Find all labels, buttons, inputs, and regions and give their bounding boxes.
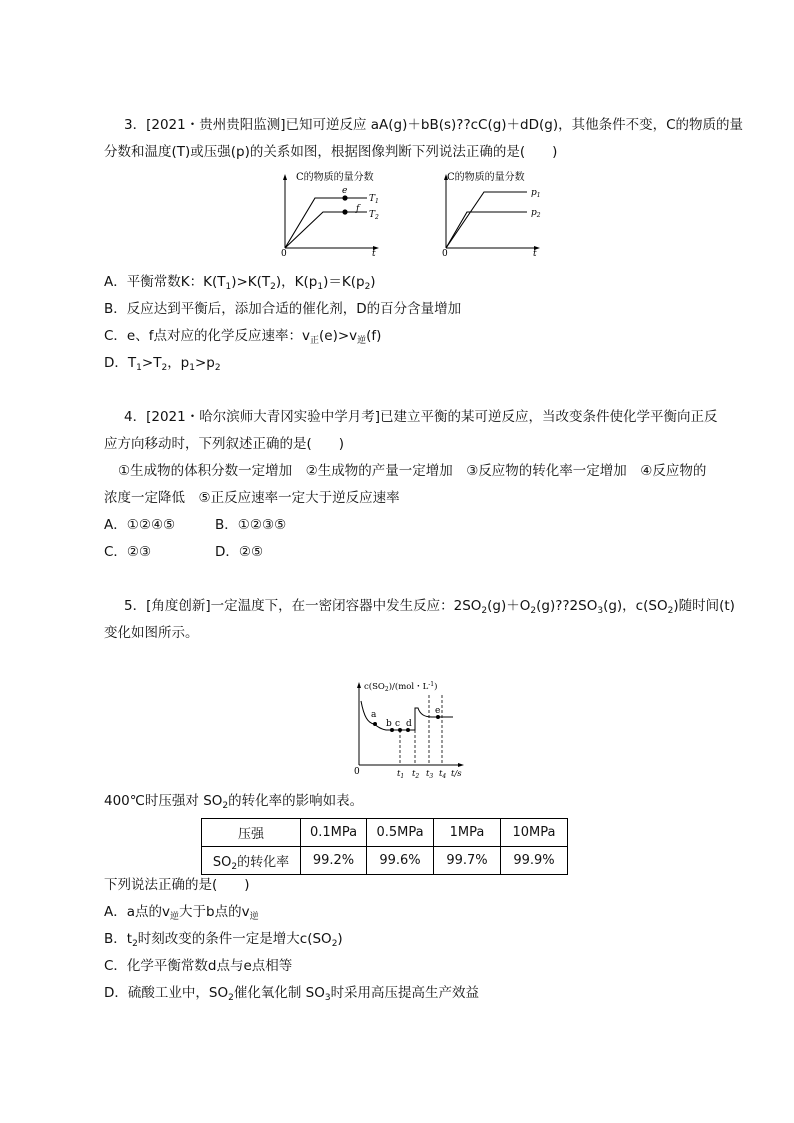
chart2-label-p1: $p_1$ — [531, 188, 541, 199]
q5-option-b: B．$t_2$时刻改变的条件一定是增大$c(SO_2)$ — [104, 931, 343, 949]
q3-option-b: B．反应达到平衡后，添加合适的催化剂，D的百分含量增加 — [104, 301, 462, 317]
q5-stem-line1: 5．[角度创新]一定温度下，在一密闭容器中发生反应：$2SO_2(g)+O_2(g)??2SO_3(g)$，$c(SO_2)$随时间(t) — [124, 598, 735, 616]
q4-option-c: C．②③ — [104, 544, 152, 560]
q5-chart-y-arrow — [357, 682, 361, 688]
q3-stem-line1: 3．[2021・贵州贵阳监测]已知可逆反应 aA(g)＋bB(s)??cC(g)＋dD(g)，其他条件不变，C的物质的量 — [124, 117, 744, 133]
chart2-origin: 0 — [442, 249, 448, 257]
table-cell: 99.6% — [367, 847, 434, 875]
q4-stem-line2: 应方向移动时，下列叙述正确的是( ) — [104, 436, 345, 452]
q5-option-a: A．a点的$v_逆$大于b点的$v_逆$ — [104, 904, 259, 922]
q3-chart-temperature — [278, 165, 390, 257]
q5-option-d: D．硫酸工业中，$SO_2$催化氧化制 $SO_3$时采用高压提高生产效益 — [104, 985, 480, 1003]
q4-stem-line1: 4．[2021・哈尔滨师大青冈实验中学月考]已建立平衡的某可逆反应，当改变条件使化学平衡向正反 — [124, 409, 718, 425]
chart2-label-p2: $p_2$ — [531, 208, 541, 219]
q4-option-d: D．②⑤ — [215, 544, 264, 560]
q3-option-c: C．e、f点对应的化学反应速率：$v_正(e)>v_逆(f)$ — [104, 328, 382, 346]
table-header-0-1mpa: 0.1MPa — [301, 819, 367, 847]
chart1-label-T2: $T_2$ — [369, 210, 379, 221]
table-cell: 99.2% — [301, 847, 367, 875]
chart1-curve-T2 — [285, 212, 367, 248]
chart1-point-e — [342, 195, 347, 200]
q5-chart-so2-concentration — [348, 675, 473, 780]
q5-chart-xaxis-label: t/s — [451, 769, 462, 779]
table-header-pressure: 压强 — [202, 819, 301, 847]
q3-stem-line2: 分数和温度(T)或压强(p)的关系如图，根据图像判断下列说法正确的是( ) — [104, 144, 558, 160]
table-header-1mpa: 1MPa — [434, 819, 501, 847]
q5-conversion-table — [201, 818, 568, 875]
q5-chart-origin: 0 — [354, 767, 360, 777]
q3-chart-pressure — [439, 165, 551, 257]
table-cell: 99.9% — [501, 847, 568, 875]
chart2-ylabel: C的物质的量分数 — [447, 172, 525, 183]
chart1-origin: 0 — [281, 249, 287, 257]
q5-chart-ylabel: $c(SO_2)/(mol$・$L^{-1}$) — [364, 681, 438, 693]
q3-option-a: A．平衡常数K：$K(T_1)>K(T_2)$，$K(p_1)=K(p_2)$ — [104, 274, 376, 292]
q5-label-c: c — [395, 719, 401, 729]
q5-tick-t3: $t_3$ — [426, 769, 434, 780]
q4-stem-line4: 浓度一定降低 ⑤正反应速率一定大于逆反应速率 — [104, 490, 400, 506]
q5-question: 下列说法正确的是( ) — [104, 877, 250, 893]
chart1-label-T1: $T_1$ — [369, 194, 379, 205]
q5-chart-x-arrow — [458, 763, 464, 767]
chart1-point-f — [342, 209, 347, 214]
table-cell: 99.7% — [434, 847, 501, 875]
table-header-row — [202, 819, 568, 847]
q5-label-d: d — [406, 719, 412, 729]
q5-tick-t4: $t_4$ — [439, 769, 447, 780]
q4-option-a: A．①②④⑤ — [104, 517, 176, 533]
q5-table-intro: 400℃时压强对 $SO_2$的转化率的影响如表。 — [104, 793, 364, 811]
chart1-label-f: f — [356, 204, 360, 214]
chart2-curve-p1 — [446, 192, 527, 248]
q5-tick-t1: $t_1$ — [397, 769, 405, 780]
q5-tick-t2: $t_2$ — [412, 769, 420, 780]
q5-point-a — [373, 722, 377, 726]
q5-label-b: b — [386, 719, 392, 729]
chart1-y-arrow — [283, 174, 287, 180]
q5-option-c: C．化学平衡常数d点与e点相等 — [104, 958, 293, 974]
table-header-10mpa: 10MPa — [501, 819, 568, 847]
table-row-label: $SO_2$的转化率 — [202, 847, 301, 875]
q5-label-a: a — [371, 710, 377, 720]
chart1-ylabel: C的物质的量分数 — [296, 172, 374, 183]
chart1-xaxis-label: t — [372, 249, 376, 257]
q5-stem-line2: 变化如图所示。 — [104, 625, 199, 641]
q4-option-b: B．①②③⑤ — [215, 517, 287, 533]
chart1-curve-T1 — [285, 198, 367, 248]
table-row — [202, 847, 568, 875]
q3-option-d: D．$T_1>T_2$，$p_1>p_2$ — [104, 355, 221, 373]
q5-label-e: e — [435, 706, 441, 716]
chart2-xaxis-label: t — [533, 249, 537, 257]
table-header-0-5mpa: 0.5MPa — [367, 819, 434, 847]
chart1-label-e: e — [342, 186, 348, 196]
q4-stem-line3: ①生成物的体积分数一定增加 ②生成物的产量一定增加 ③反应物的转化率一定增加 ④反应物的 — [118, 463, 707, 479]
